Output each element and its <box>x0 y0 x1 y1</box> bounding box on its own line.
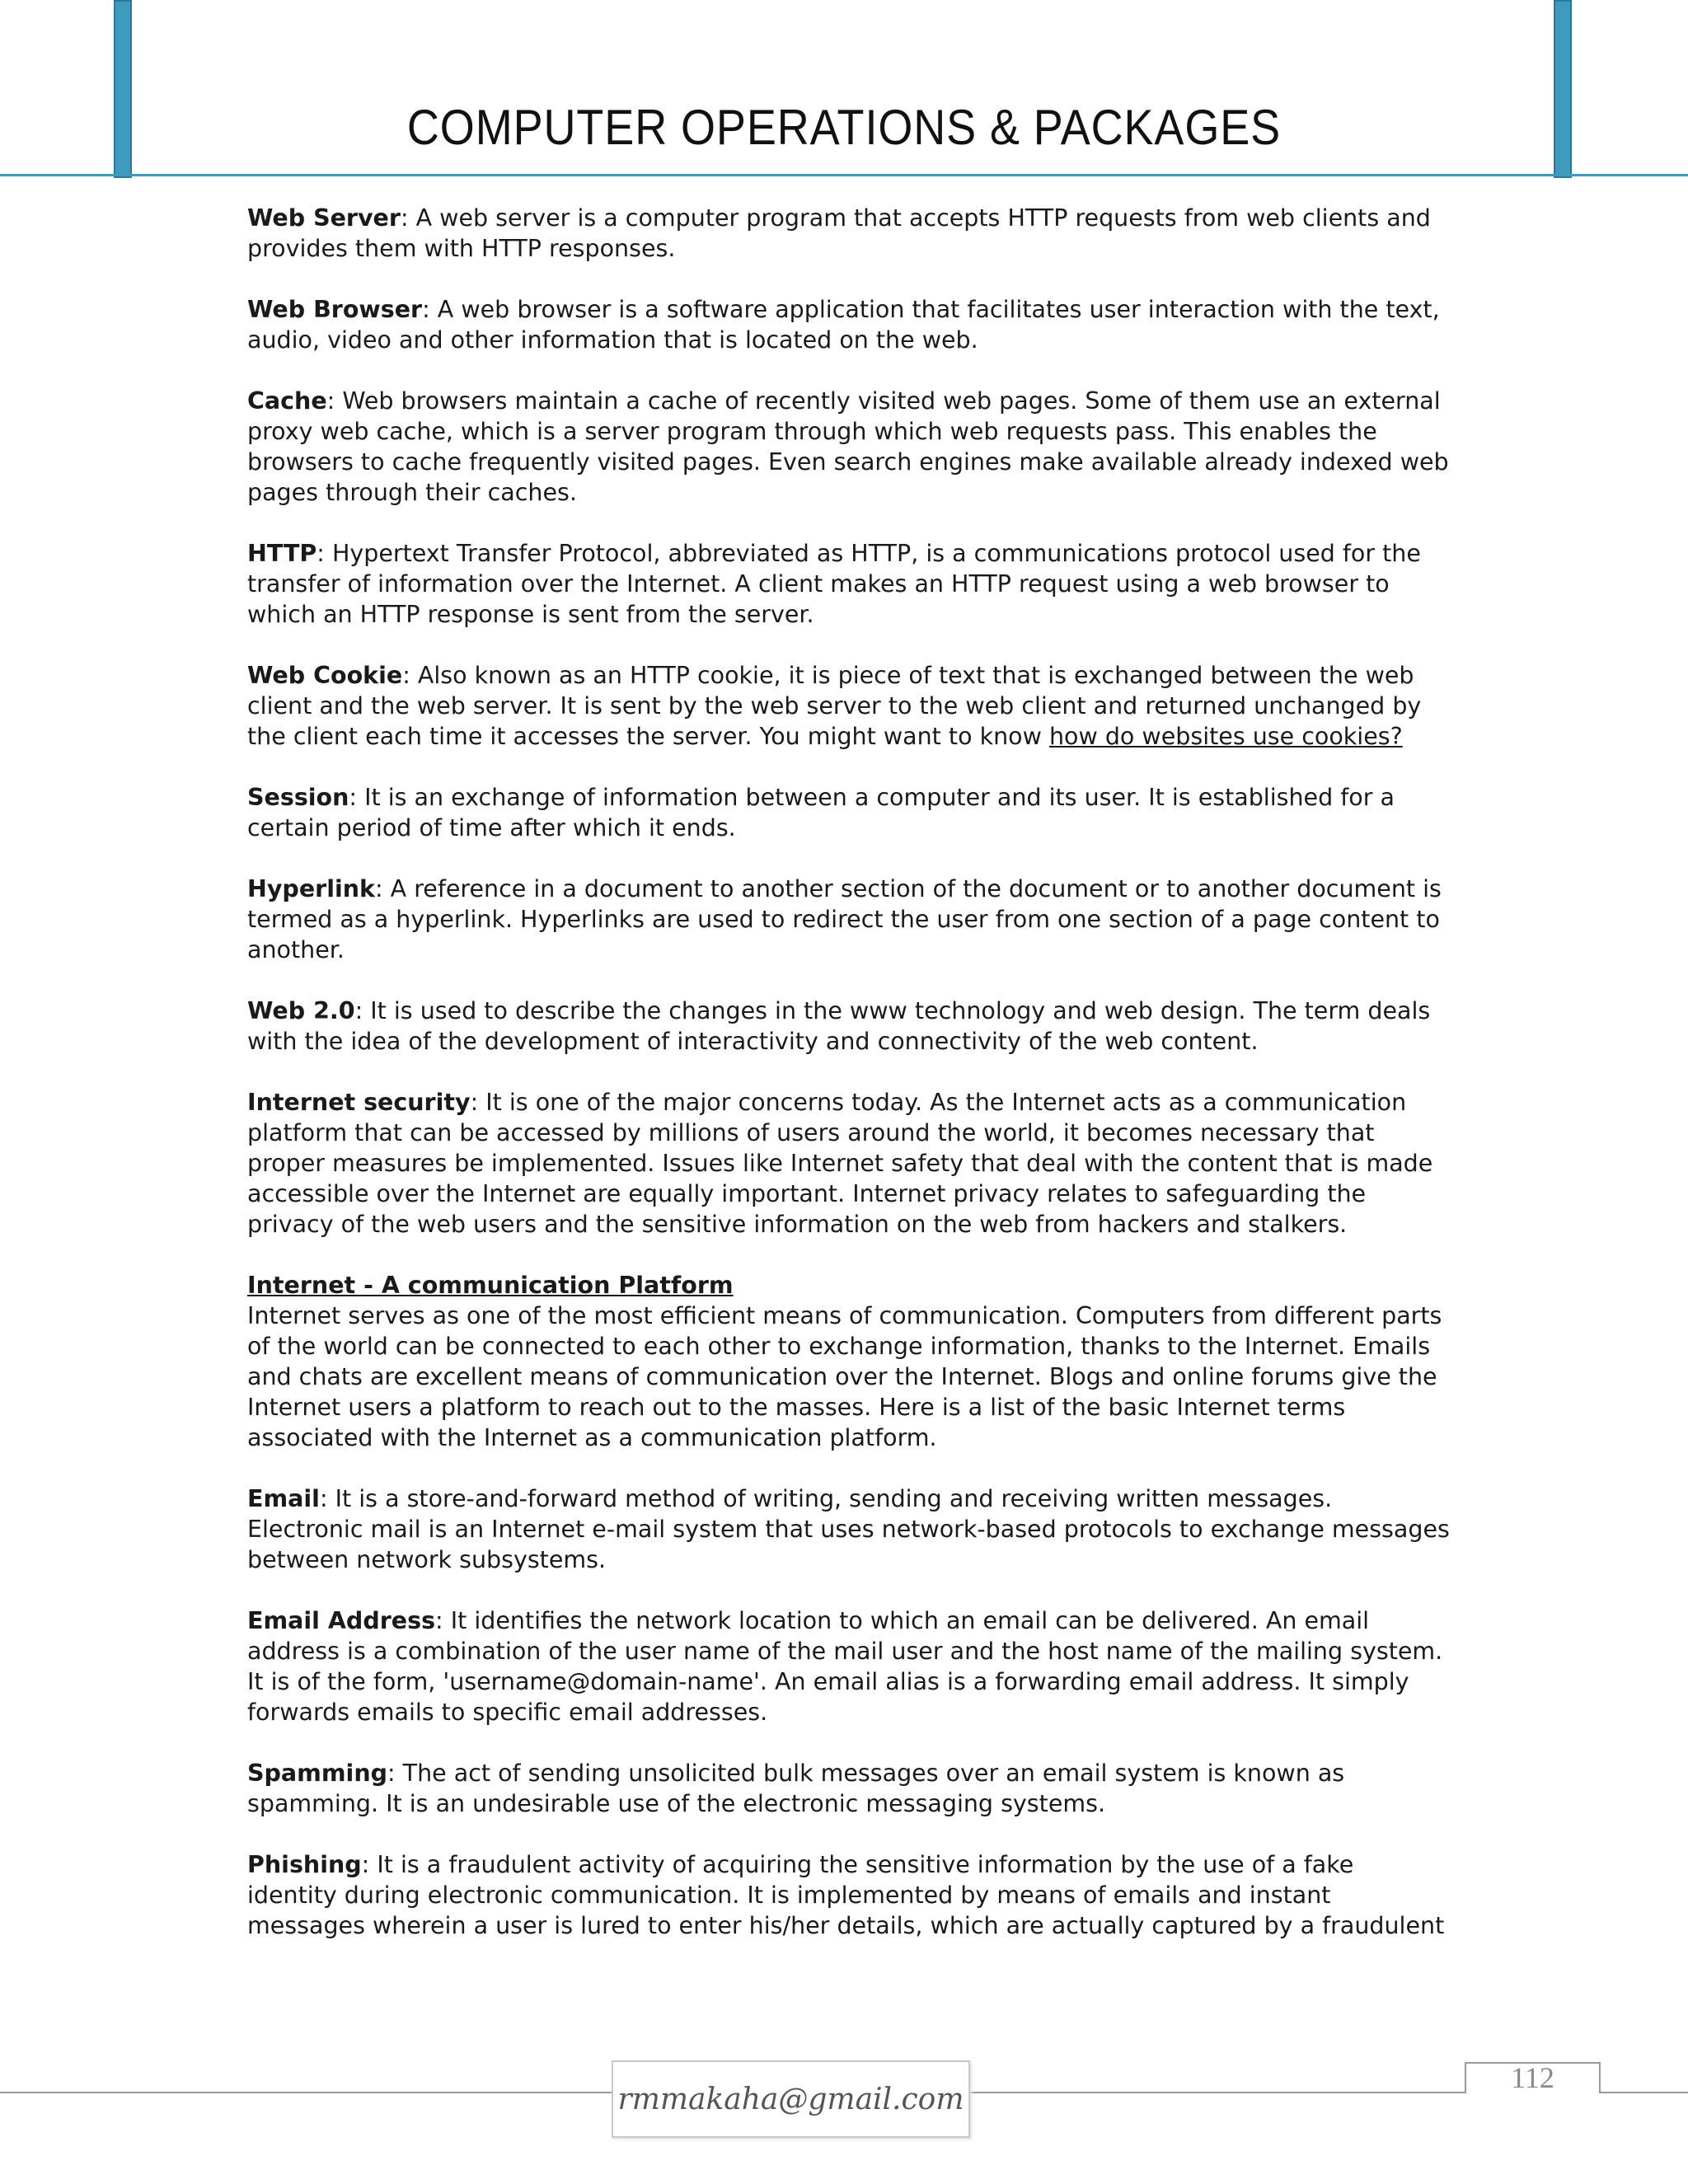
definition-text: : A web server is a computer program that accepts HTTP requests from web clients and provides them with HTTP responses. <box>247 204 1431 262</box>
definition-email-address <box>247 1605 1451 1727</box>
page-title: COMPUTER OPERATIONS & PACKAGES <box>406 100 1282 155</box>
definition-web-server <box>247 203 1451 264</box>
definition-text: : It is one of the major concerns today. As the Internet acts as a communication platform that can be accessed by millions of users around the world, it becomes necessary that proper measures be implemented. Issues like Internet safety that deal with the content that is made accessible over the Internet are equally important. Internet privacy relates to safeguarding the privacy of the web users and the sensitive information on the web from hackers and stalkers. <box>247 1089 1433 1238</box>
term-label: Internet security <box>247 1089 471 1116</box>
definition-text: : It identifies the network location to which an email can be delivered. An email address is a combination of the user name of the mail user and the host name of the mailing system. It is of the form, 'username@domain-name'. An email alias is a forwarding email address. It simply forwards emails to specific email addresses. <box>247 1607 1443 1726</box>
definition-web-cookie <box>247 660 1451 752</box>
page-body <box>247 203 1451 1971</box>
definition-email <box>247 1483 1451 1575</box>
footer-divider-middle <box>970 2092 1465 2093</box>
term-label: Email Address <box>247 1607 436 1634</box>
cookies-link[interactable]: how do websites use cookies? <box>1048 723 1403 750</box>
header-divider <box>0 174 1688 176</box>
term-label: HTTP <box>247 540 317 567</box>
term-label: Email <box>247 1485 320 1512</box>
definition-text: : It is an exchange of information between a computer and its user. It is established for a certain period of time after which it ends. <box>247 784 1395 841</box>
definition-phishing <box>247 1849 1451 1941</box>
definition-text: : A web browser is a software application that facilitates user interaction with the text, audio, video and other information that is located on the web. <box>247 296 1440 354</box>
term-label: Web Cookie <box>247 662 403 689</box>
definition-web-2-0 <box>247 996 1451 1057</box>
definition-text: : It is a fraudulent activity of acquiring the sensitive information by the use of a fake identity during electronic communication. It is implemented by means of emails and instant messages wherein a user is lured to enter his/her details, which are actually captured by a fraudulent <box>247 1851 1445 1939</box>
definition-text: : A reference in a document to another section of the document or to another document is termed as a hyperlink. Hyperlinks are used to redirect the user from one section of a page content to another. <box>247 875 1442 963</box>
term-label: Web Browser <box>247 296 423 323</box>
definition-text: : The act of sending unsolicited bulk messages over an email system is known as spamming. It is an undesirable use of the electronic messaging systems. <box>247 1760 1345 1817</box>
section-heading: Internet - A communication Platform <box>247 1272 734 1299</box>
footer-divider-left <box>0 2092 612 2093</box>
definition-cache <box>247 386 1451 508</box>
definition-text: : It is a store-and-forward method of writing, sending and receiving written messages. Electronic mail is an Internet e-mail system that uses network-based protocols to exchange messages between network subsystems. <box>247 1485 1450 1573</box>
definition-text: : Web browsers maintain a cache of recently visited web pages. Some of them use an external proxy web cache, which is a server program through which web requests pass. This enables the browsers to cache frequently visited pages. Even search engines make available already indexed web pages through their caches. <box>247 387 1449 506</box>
definition-text: : It is used to describe the changes in the www technology and web design. The term deals with the idea of the development of interactivity and connectivity of the web content. <box>247 997 1431 1055</box>
term-label: Cache <box>247 387 327 415</box>
footer-email: rmmakaha@gmail.com <box>612 2060 970 2138</box>
definition-web-browser <box>247 294 1451 355</box>
section-communication-platform <box>247 1270 1451 1453</box>
term-label: Phishing <box>247 1851 362 1878</box>
term-label: Hyperlink <box>247 875 375 902</box>
definition-text: : Hypertext Transfer Protocol, abbreviated as HTTP, is a communications protocol used for the transfer of information over the Internet. A client makes an HTTP request using a web browser to which an HTTP response is sent from the server. <box>247 540 1421 628</box>
term-label: Web 2.0 <box>247 997 355 1024</box>
definition-spamming <box>247 1758 1451 1819</box>
definition-text: : Also known as an HTTP cookie, it is piece of text that is exchanged between the web client and the web server. It is sent by the web server to the web client and returned unchanged by the client each time it accesses the server. You might want to know <box>247 662 1422 750</box>
term-label: Spamming <box>247 1760 388 1787</box>
term-label: Web Server <box>247 204 401 232</box>
footer-divider-right <box>1601 2092 1688 2093</box>
page-number: 112 <box>1511 2061 1554 2094</box>
section-intro: Internet serves as one of the most efficient means of communication. Computers from different parts of the world can be connected to each other to exchange information, thanks to the Internet. Emails and chats are excellent means of communication over the Internet. Blogs and online forums give the Internet users a platform to reach out to the masses. Here is a list of the basic Internet terms associated with the Internet as a communication platform. <box>247 1302 1442 1451</box>
definition-http <box>247 538 1451 630</box>
definition-hyperlink <box>247 874 1451 965</box>
definition-session <box>247 782 1451 843</box>
definition-internet-security <box>247 1087 1451 1240</box>
term-label: Session <box>247 784 349 811</box>
